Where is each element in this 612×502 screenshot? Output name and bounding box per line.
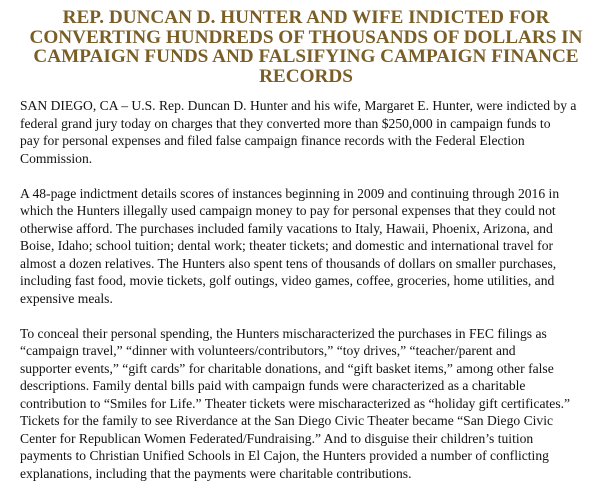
text-line: payments to Christian Unified Schools in El Cajon, the Hunters provided a number of conflicting: [20, 448, 549, 464]
headline-line: RECORDS: [259, 65, 353, 87]
text-line: descriptions. Family dental bills paid with campaign funds were characterized as a charitable: [20, 378, 526, 394]
text-line: federal grand jury today on charges that they converted more than $250,000 in campaign funds to: [20, 115, 551, 131]
text-line: A 48-page indictment details scores of instances beginning in 2009 and continuing through 2016 in: [20, 185, 560, 201]
text-line: including fast food, movie tickets, golf outings, video games, coffee, groceries, home utilities, and: [20, 273, 555, 289]
text-line: SAN DIEGO, CA – U.S. Rep. Duncan D. Hunter and his wife, Margaret E. Hunter, were indicted by a: [20, 98, 577, 114]
headline-line: CONVERTING HUNDREDS OF THOUSANDS OF DOLLARS IN: [29, 26, 583, 48]
text-line: Tickets for the family to see Riverdance at the San Diego Civic Theater became “San Diego Civic: [20, 413, 554, 429]
text-line: Commission.: [20, 150, 93, 166]
text-line: explanations, including that the payments were charitable contributions.: [20, 465, 412, 481]
text-line: contribution to “Smiles for Life.” Theater tickets were mischaracterized as “holiday gift certificates.”: [20, 395, 571, 411]
headline-line: REP. DUNCAN D. HUNTER AND WIFE INDICTED FOR: [62, 7, 550, 28]
text-line: which the Hunters illegally used campaign money to pay for personal expenses that they could not: [20, 203, 556, 219]
text-line: “campaign travel,” “dinner with volunteers/contributors,” “toy drives,” “teacher/parent and: [20, 343, 516, 359]
paragraph-concealment: [20, 325, 592, 483]
text-line: Center for Republican Women Federated/Fundraising.” And to disguise their children’s tuition: [20, 430, 534, 446]
paragraph-indictment-details: [20, 185, 592, 308]
paragraph-dateline: [20, 97, 592, 167]
text-line: expensive meals.: [20, 290, 113, 306]
text-line: pay for personal expenses and filed false campaign finance records with the Federal Election: [20, 133, 525, 149]
text-line: To conceal their personal spending, the Hunters mischaracterized the purchases in FEC filings as: [20, 325, 547, 341]
text-line: Boise, Idaho; school tuition; dental work; theater tickets; and domestic and international travel for: [20, 238, 554, 254]
headline-line: CAMPAIGN FUNDS AND FALSIFYING CAMPAIGN FINANCE: [33, 46, 579, 68]
headline: [20, 8, 592, 86]
text-line: otherwise afford. The purchases included family vacations to Italy, Hawaii, Phoenix, Arizona, and: [20, 220, 553, 236]
text-line: almost a dozen relatives. The Hunters also spent tens of thousands of dollars on smaller purchases,: [20, 255, 557, 271]
text-line: supporter events,” “gift cards” for charitable donations, and “gift basket items,” among other false: [20, 360, 554, 376]
